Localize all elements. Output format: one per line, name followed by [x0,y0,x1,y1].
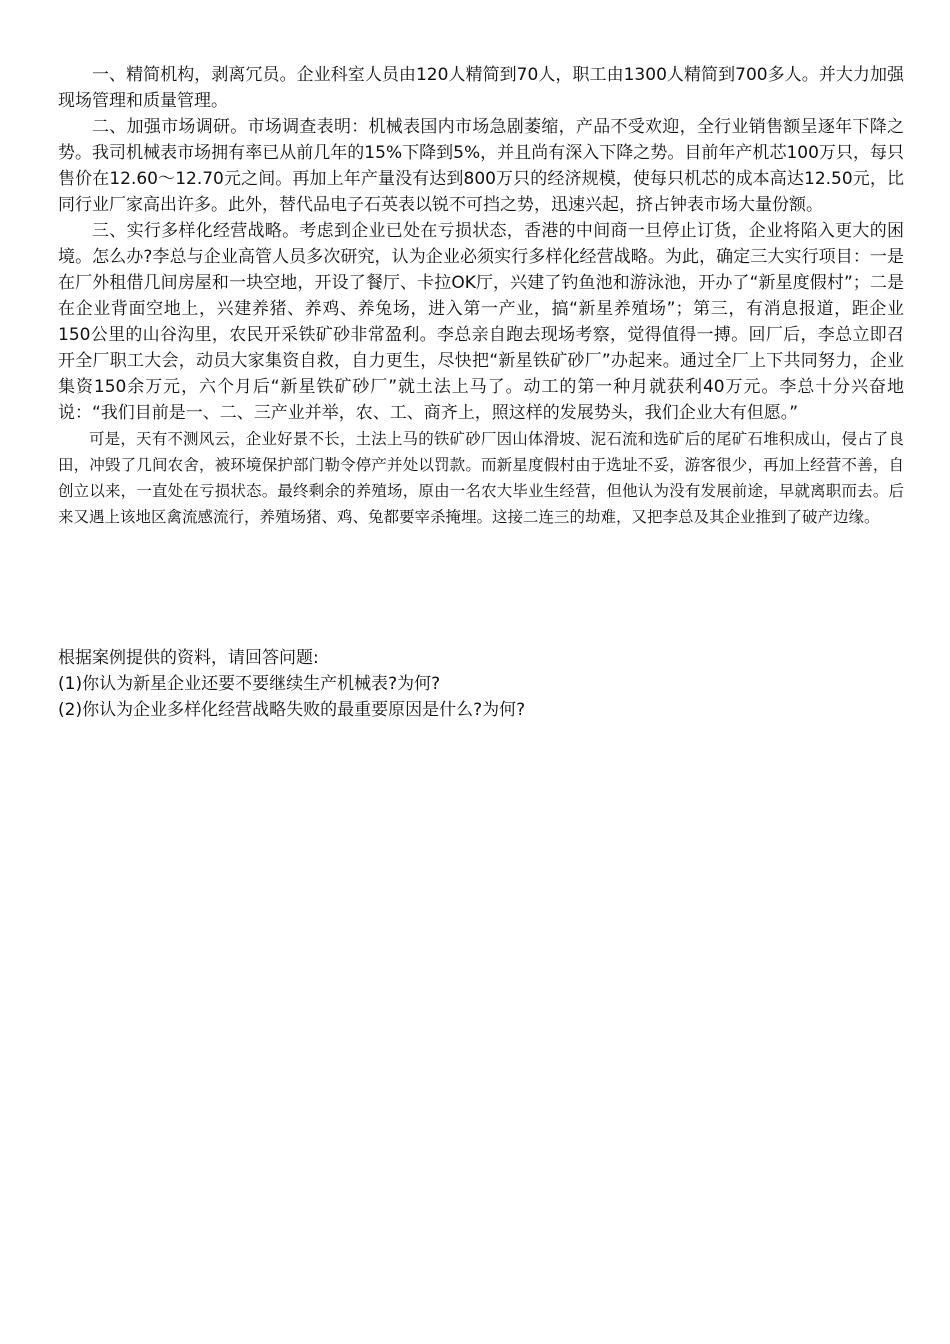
paragraph-diversification-strategy: 三、实行多样化经营战略。考虑到企业已处在亏损状态，香港的中间商一旦停止订货，企业将陷入更大的困境。怎么办?李总与企业高管人员多次研究，认为企业必须实行多样化经营战略。为此，确定三大实行项目：一是在厂外租借几间房屋和一块空地，开设了餐厅、卡拉OK厅，兴建了钓鱼池和游泳池，开办了“新星度假村”；二是在企业背面空地上，兴建养猪、养鸡、养兔场，进入第一产业，搞“新星养殖场”；第三，有消息报道，距企业150公里的山谷沟里，农民开采铁矿砂非常盈利。李总亲自跑去现场考察，觉得值得一搏。回厂后，李总立即召开全厂职工大会，动员大家集资自救，自力更生，尽快把“新星铁矿砂厂”办起来。通过全厂上下共同努力，企业集资150余万元，六个月后“新星铁矿砂厂”就土法上马了。动工的第一种月就获利40万元。李总十分兴奋地说：“我们目前是一、二、三产业并举，农、工、商齐上，照这样的发展势头，我们企业大有但愿。” [58,221,904,423]
questions-block [58,645,904,723]
paragraph-streamline-staff: 一、精简机构，剥离冗员。企业科室人员由120人精简到70人，职工由1300人精简到700多人。并大力加强现场管理和质量管理。 [58,65,904,111]
paragraph-strategy-failure: 可是，天有不测风云，企业好景不长，土法上马的铁矿砂厂因山体滑坡、泥石流和选矿后的尾矿石堆积成山，侵占了良田，冲毁了几间农舍，被环境保护部门勒令停产并处以罚款。而新星度假村由于选址不妥，游客很少，再加上经营不善，自创立以来，一直处在亏损状态。最终剩余的养殖场，原由一名农大毕业生经营，但他认为没有发展前途，早就离职而去。后来又遇上该地区禽流感流行，养殖场猪、鸡、兔都要宰杀掩埋。这接二连三的劫难，又把李总及其企业推到了破产边缘。 [58,430,904,526]
case-body [58,62,904,530]
question-2: (2)你认为企业多样化经营战略失败的最重要原因是什么?为何? [58,700,526,720]
questions-intro: 根据案例提供的资料，请回答问题: [58,648,319,668]
question-1: (1)你认为新星企业还要不要继续生产机械表?为何? [58,674,441,694]
paragraph-market-research: 二、加强市场调研。市场调查表明：机械表国内市场急剧萎缩，产品不受欢迎，全行业销售额呈逐年下降之势。我司机械表市场拥有率已从前几年的15%下降到5%，并且尚有深入下降之势。目前年产机芯100万只，每只售价在12.60～12.70元之间。再加上年产量没有达到800万只的经济规模，使每只机芯的成本高达12.50元，比同行业厂家高出许多。此外，替代品电子石英表以锐不可挡之势，迅速兴起，挤占钟表市场大量份额。 [58,117,904,215]
